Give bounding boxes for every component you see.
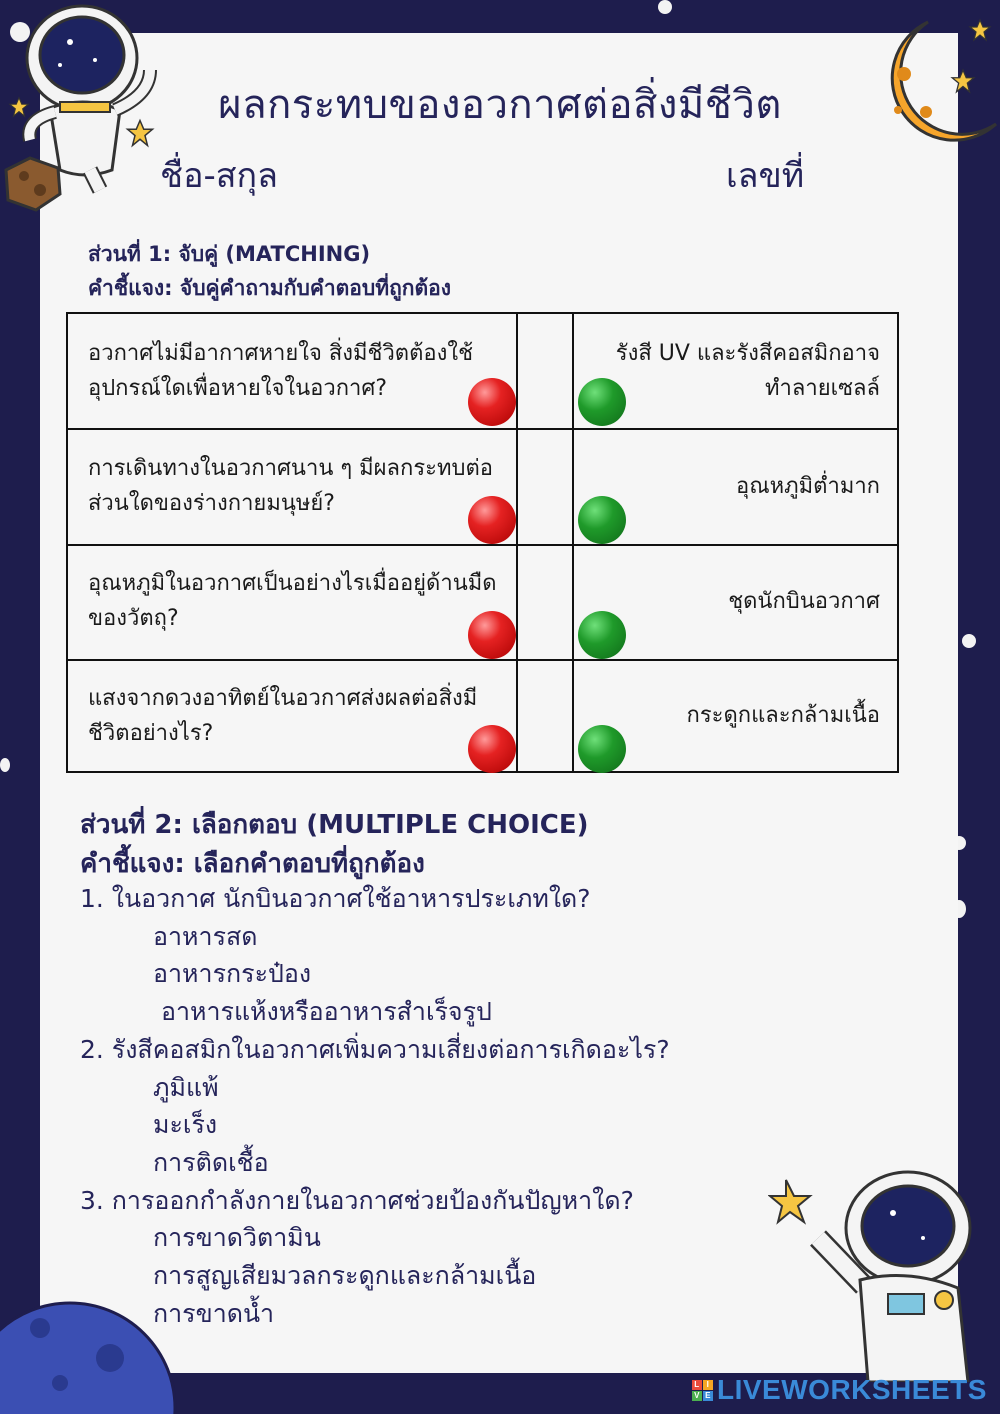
mc-question-2: 2. รังสีคอสมิกในอวกาศเพิ่มความเสี่ยงต่อการเกิดอะไร? (80, 1034, 670, 1064)
question-4-connector[interactable] (468, 725, 516, 773)
question-3-connector[interactable] (468, 611, 516, 659)
section1-instruction: คำชี้แจง: จับคู่คำถามกับคำตอบที่ถูกต้อง (88, 276, 452, 300)
question-1-connector[interactable] (468, 378, 516, 426)
matching-answer-3: ชุดนักบินอวกาศ (728, 589, 880, 614)
mc-option[interactable]: การขาดวิตามิน (153, 1223, 321, 1253)
name-label: ชื่อ-สกุล (160, 156, 278, 196)
row-divider (68, 659, 897, 661)
question-2-connector[interactable] (468, 496, 516, 544)
mc-option[interactable]: อาหารกระป๋อง (153, 959, 312, 989)
section2-instruction: คำชี้แจง: เลือกคำตอบที่ถูกต้อง (80, 849, 425, 879)
star-dot (962, 634, 976, 648)
star-icon (968, 18, 992, 42)
liveworksheets-watermark (692, 1372, 987, 1408)
star-dot (658, 0, 672, 14)
matching-table (66, 312, 899, 773)
matching-question-1: อวกาศไม่มีอากาศหายใจ สิ่งมีชีวิตต้องใช้อุปกรณ์ใดเพื่อหายใจในอวกาศ? (88, 341, 474, 401)
matching-question-2: การเดินทางในอวกาศนาน ๆ มีผลกระทบต่อส่วนใดของร่างกายมนุษย์? (88, 456, 493, 516)
watermark-text: LIVEWORKSHEETS (717, 1374, 987, 1405)
mc-option[interactable]: การขาดน้ำ (153, 1298, 275, 1328)
asteroid-icon (0, 150, 66, 216)
column-divider (572, 314, 574, 771)
mc-option[interactable]: อาหารสด (153, 921, 258, 951)
mc-option[interactable]: การติดเชื้อ (153, 1147, 269, 1177)
mc-option[interactable]: ภูมิแพ้ (153, 1072, 219, 1102)
mc-option[interactable]: อาหารแห้งหรืออาหารสำเร็จรูป (153, 997, 492, 1027)
matching-answer-4: กระดูกและกล้ามเนื้อ (686, 703, 880, 728)
liveworksheets-logo-icon: L I V E (692, 1380, 713, 1401)
matching-answer-1: รังสี UV และรังสีคอสมิกอาจทำลายเซลล์ (615, 341, 880, 401)
answer-4-connector[interactable] (578, 725, 626, 773)
mc-question-1: 1. ในอวกาศ นักบินอวกาศใช้อาหารประเภทใด? (80, 884, 591, 913)
matching-question-3: อุณหภูมิในอวกาศเป็นอย่างไรเมื่ออยู่ด้านมืดของวัตถุ? (88, 571, 497, 631)
row-divider (68, 544, 897, 546)
multiple-choice-list (80, 880, 880, 1332)
star-dot (0, 758, 10, 772)
answer-2-connector[interactable] (578, 496, 626, 544)
mc-question-3: 3. การออกกำลังกายในอวกาศช่วยป้องกันปัญหาใด? (80, 1185, 634, 1215)
row-divider (68, 428, 897, 430)
mc-option[interactable]: มะเร็ง (153, 1110, 218, 1140)
answer-1-connector[interactable] (578, 378, 626, 426)
column-divider (516, 314, 518, 771)
worksheet-title: ผลกระทบของอวกาศต่อสิ่งมีชีวิต (218, 82, 782, 128)
section1-heading: ส่วนที่ 1: จับคู่ (MATCHING) (88, 242, 371, 266)
answer-3-connector[interactable] (578, 611, 626, 659)
section2-heading: ส่วนที่ 2: เลือกตอบ (MULTIPLE CHOICE) (80, 810, 589, 840)
number-label: เลขที่ (726, 156, 805, 196)
matching-answer-2: อุณหภูมิต่ำมาก (736, 474, 880, 499)
mc-option[interactable]: การสูญเสียมวลกระดูกและกล้ามเนื้อ (153, 1261, 537, 1291)
matching-question-4: แสงจากดวงอาทิตย์ในอวกาศส่งผลต่อสิ่งมีชีวิตอย่างไร? (88, 686, 478, 746)
